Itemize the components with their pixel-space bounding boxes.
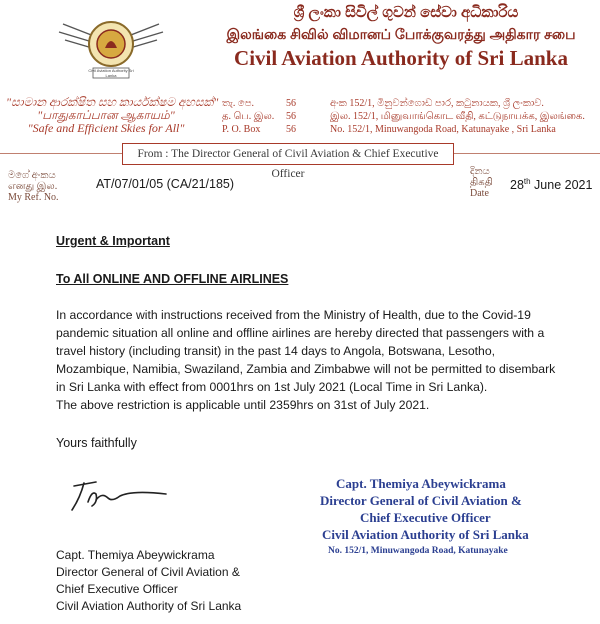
title-tamil: இலங்கை சிவில் விமானப் போக்குவரத்து அதிகார சபை	[226, 26, 576, 42]
motto-tamil: "பாதுகாப்பான ஆகாயம்"	[37, 108, 175, 122]
stamp-address: No. 152/1, Minuwangoda Road, Katunayake	[328, 546, 508, 556]
caa-emblem	[55, 4, 167, 82]
letter-body	[56, 306, 596, 414]
signatory-title-1: Director General of Civil Aviation &	[56, 565, 240, 579]
ref-label	[8, 170, 59, 203]
urgent-heading: Urgent & Important	[56, 234, 170, 248]
address-english: No. 152/1, Minuwangoda Road, Katunayake , Sri Lanka	[330, 124, 556, 135]
po-label-si: තැ. පෙ.	[222, 98, 254, 109]
motto-sinhala: "සාමාන ආරක්ෂිත සහ කාර්යක්ෂම අහසක්"	[6, 95, 219, 109]
stamp-org: Civil Aviation Authority of Sri Lanka	[322, 527, 529, 542]
ref-number: AT/07/01/05 (CA/21/185)	[96, 177, 235, 191]
date-label-en: Date	[470, 188, 489, 199]
po-number-ta: 56	[286, 111, 296, 122]
title-sinhala: ශ්‍රී ලංකා සිවිල් ගුවන් සේවා අධිකාරිය	[293, 4, 519, 21]
signature-image	[62, 472, 172, 518]
ref-label-en: My Ref. No.	[8, 192, 59, 203]
body-line: In accordance with instructions received from the Ministry of Health, due to the Covid-19	[56, 308, 531, 322]
body-line: pandemic situation all online and offline airlines are hereby directed that passengers with a	[56, 326, 545, 340]
title-english: Civil Aviation Authority of Sri Lanka	[234, 46, 568, 70]
signatory-title-2: Chief Executive Officer	[56, 582, 178, 596]
from-rule-left	[0, 153, 122, 154]
date-rest: June 2021	[530, 178, 593, 193]
emblem-text: Civil Aviation Authority Sri Lanka	[88, 68, 134, 78]
signatory-name: Capt. Themiya Abeywickrama	[56, 548, 215, 562]
po-label-ta: த. பெ. இல.	[222, 111, 275, 122]
body-line: The above restriction is applicable until 2359hrs on 31st of July 2021.	[56, 398, 430, 412]
signatory-org: Civil Aviation Authority of Sri Lanka	[56, 599, 242, 613]
body-line: Mozambique, Namibia, Swaziland, Zambia and Zimbabwe will not be permitted to disembark	[56, 362, 556, 376]
date-label-si: දිනය	[470, 166, 490, 177]
po-number-si: 56	[286, 98, 296, 109]
date-label-ta: திகதி	[470, 177, 493, 188]
from-line: From : The Director General of Civil Aviation & Chief Executive Officer	[122, 143, 454, 165]
signatory-block	[56, 547, 241, 615]
motto-english: "Safe and Efficient Skies for All"	[27, 121, 185, 135]
stamp-title-2: Chief Executive Officer	[360, 510, 491, 525]
address-tamil: இல. 152/1, மினுவாங்கொட வீதி, கட்டுநாயக்க, இலங்கை.	[330, 111, 585, 122]
stamp-name: Capt. Themiya Abeywickrama	[336, 476, 506, 491]
closing: Yours faithfully	[56, 436, 137, 450]
ref-label-ta: எனது இல.	[8, 181, 58, 192]
date-label	[470, 166, 493, 199]
body-line: travel history (including transit) in the past 14 days to Angola, Botswana, Lesotho,	[56, 344, 495, 358]
from-rule-right	[454, 153, 600, 154]
body-line: in Sri Lanka with effect from 0001hrs on 1st July 2021 (Local Time in Sri Lanka).	[56, 380, 488, 394]
stamp-title-1: Director General of Civil Aviation &	[320, 493, 522, 508]
po-label-en: P. O. Box	[222, 124, 261, 135]
date-suffix: th	[523, 177, 531, 186]
po-number-en: 56	[286, 124, 296, 135]
addressee: To All ONLINE AND OFFLINE AIRLINES	[56, 272, 289, 286]
letter-date	[510, 177, 592, 192]
date-day: 28	[510, 178, 524, 193]
ref-label-si: මගේ අංකය	[8, 170, 56, 181]
address-sinhala: අංක 152/1, මිනුවන්ගොඩ පාර, කටුනායක, ශ්‍රී ලංකාව.	[330, 98, 544, 109]
